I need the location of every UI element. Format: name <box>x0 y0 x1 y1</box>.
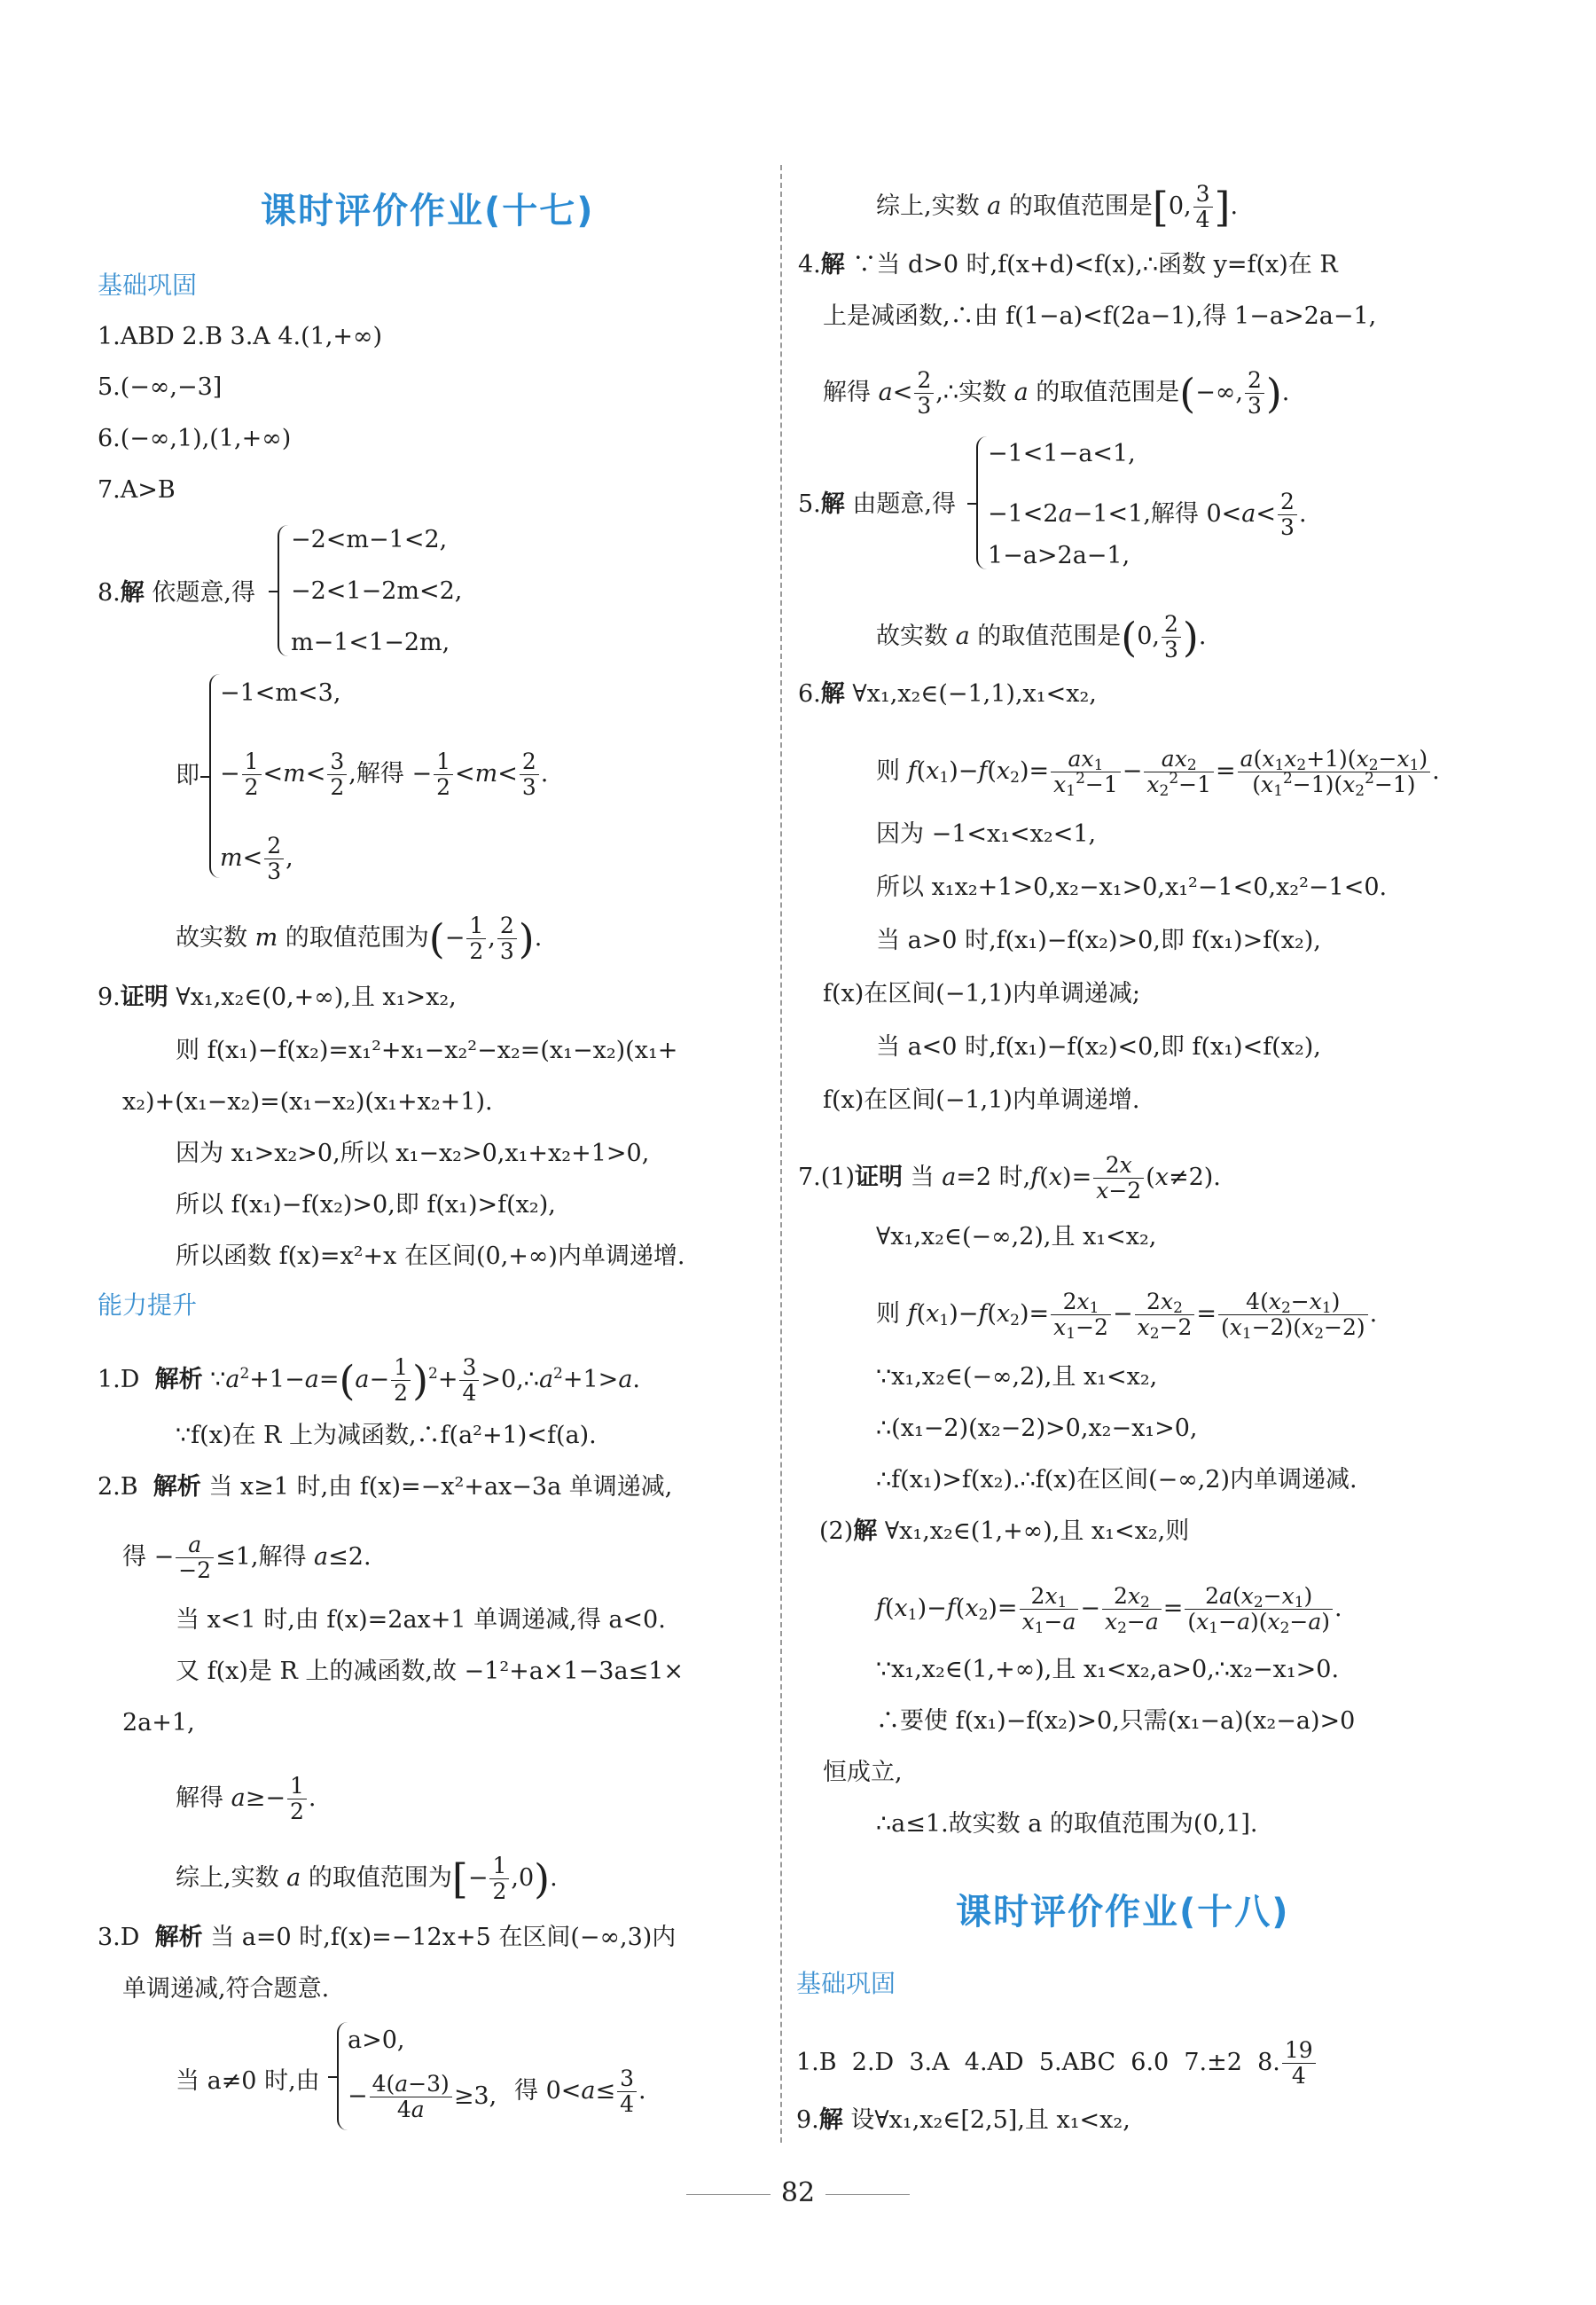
p3-line-1: 3.D 解析 当 a=0 时,f(x)=−12x+5 在区间(−∞,3)内 <box>98 1924 677 1951</box>
p3-system-brace <box>337 2022 348 2130</box>
p2-line-1: 2.B 解析 当 x≥1 时,由 f(x)=−x²+ax−3a 单调递减, <box>98 1473 673 1501</box>
q9-line-3: x₂)+(x₁−x₂)=(x₁−x₂)(x₁+x₂+1). <box>122 1088 493 1116</box>
p2-line-4: 又 f(x)是 R 上的减函数,故 −1²+a×1−3a≤1× <box>176 1658 684 1685</box>
q8-cond-2: −2<1−2m<2, <box>291 577 463 605</box>
subsection-basic: 基础巩固 <box>98 270 198 300</box>
q4-line-1: 4.解 ∵当 d>0 时,f(x+d)<f(x),∴函数 y=f(x)在 R <box>798 251 1338 278</box>
answers-18-line: 1.B 2.D 3.A 4.AD 5.ABC 6.0 7.±2 8. $\frac{19}{4}$ <box>796 2038 1318 2089</box>
p3-result: 得 0<a≤ $\frac{3}{4}$ . <box>514 2066 646 2117</box>
q7b-line-6: ∴a≤1.故实数 a 的取值范围为(0,1]. <box>876 1810 1258 1838</box>
q9-head: 9.证明 ∀x₁,x₂∈(0,+∞),且 x₁>x₂, <box>98 984 457 1011</box>
answer-line-6: 6.(−∞,1),(1,+∞) <box>98 425 292 452</box>
q8-label: 8. <box>98 579 121 607</box>
answer-line-7: 7.A>B <box>98 476 176 504</box>
p1-line-2: ∵f(x)在 R 上为减函数,∴f(a²+1)<f(a). <box>176 1422 597 1449</box>
q9-18-line-1: 9.解 设∀x₁,x₂∈[2,5],且 x₁<x₂, <box>796 2106 1130 2134</box>
q4-line-2: 上是减函数,∴由 f(1−a)<f(2a−1),得 1−a>2a−1, <box>823 302 1377 330</box>
footer-dash-right <box>825 2194 910 2195</box>
q7b-line-3: ∵x₁,x₂∈(1,+∞),且 x₁<x₂,a>0,∴x₂−x₁>0. <box>876 1656 1340 1683</box>
q5-system-brace <box>976 436 987 569</box>
p3-line-3: 当 a≠0 时,由 <box>176 2067 320 2095</box>
q8-cond-3: m−1<1−2m, <box>291 629 450 656</box>
q5-conclusion: 故实数 a 的取值范围是(0, $\frac{2}{3}$ ). <box>876 611 1207 662</box>
p2-line-5: 2a+1, <box>122 1709 195 1737</box>
page-number-footer <box>0 2178 1596 2208</box>
p2-line-6: 解得 a≥− $\frac{1}{2}$ . <box>176 1773 317 1824</box>
page-number: 82 <box>780 2177 816 2208</box>
q6-line-8: f(x)在区间(−1,1)内单调递增. <box>823 1086 1140 1114</box>
q7b-line-4: ∴要使 f(x₁)−f(x₂)>0,只需(x₁−a)(x₂−a)>0 <box>876 1707 1356 1735</box>
q9-keyword: 证明 <box>120 984 168 1011</box>
q6-line-5: 当 a>0 时,f(x₁)−f(x₂)>0,即 f(x₁)>f(x₂), <box>876 927 1321 954</box>
q8-sys2-2: − $\frac{1}{2}$ <m< $\frac{3}{2}$ ,解得 − $\frac{1}{2}$ <m< $\frac{2}{3}$ . <box>220 749 549 800</box>
q7b-line-5: 恒成立, <box>823 1759 903 1786</box>
q8-system-brace <box>278 525 288 656</box>
q8-cond-1: −2<m−1<2, <box>291 526 448 553</box>
p2-line-7: 综上,实数 a 的取值范围为[− $\frac{1}{2}$ ,0). <box>176 1853 558 1904</box>
q8-keyword: 解 <box>120 579 145 607</box>
p3-cond-1: a>0, <box>348 2027 405 2054</box>
q8-ji: 即 <box>176 762 200 789</box>
q6-line-6: f(x)在区间(−1,1)内单调递减; <box>823 980 1141 1007</box>
q7-line-3: 则 $f(x_1)-f(x_2)=$ $\frac{2x_1}{x_1-2}$ − $\frac{2x_2}{x_2-2}$ = $\frac{4(x_2-x_1)}{(x_1-2)(x_2-2)}$ . <box>876 1289 1378 1343</box>
q8-sys2-3: m< $\frac{2}{3}$ , <box>220 833 293 884</box>
q8-conclusion: 故实数 m 的取值范围为(− $\frac{1}{2}$ , $\frac{2}{3}$ ). <box>176 913 543 964</box>
p1-line-1: 1.D 解析 $\because a^2+1-a=(a-$ $\frac{1}{2}$ )$^2$+ $\frac{3}{4}$ $>0,\therefore a^2+1>a$. <box>98 1354 641 1406</box>
subsection-basic-2: 基础巩固 <box>796 1969 896 1998</box>
q9-line-2: 则 f(x₁)−f(x₂)=x₁²+x₁−x₂²−x₂=(x₁−x₂)(x₁+ <box>176 1037 678 1064</box>
q9-line-6: 所以函数 f(x)=x²+x 在区间(0,+∞)内单调递增. <box>176 1243 685 1270</box>
q8-system2-brace <box>209 674 220 878</box>
q4-line-3: 解得 a< $\frac{2}{3}$ ,∴实数 a 的取值范围是(−∞, $\frac{2}{3}$ ). <box>823 367 1290 419</box>
q8-intro: 依题意,得 <box>152 579 255 607</box>
p3-line-2: 单调递减,符合题意. <box>122 1975 330 2003</box>
q9-line-5: 所以 f(x₁)−f(x₂)>0,即 f(x₁)>f(x₂), <box>176 1191 556 1219</box>
q6-line-3: 因为 −1<x₁<x₂<1, <box>876 820 1097 848</box>
p2-line-3: 当 x<1 时,由 f(x)=2ax+1 单调递减,得 a<0. <box>176 1606 666 1634</box>
q5-head: 5.解 由题意,得 <box>798 490 956 518</box>
q6-line-1: 6.解 ∀x₁,x₂∈(−1,1),x₁<x₂, <box>798 680 1097 708</box>
q5-cond-2: −1<2a−1<1,解得 0<a< $\frac{2}{3}$ . <box>988 489 1307 540</box>
p3-summary: 综上,实数 a 的取值范围是[0, $\frac{3}{4}$ ]. <box>876 181 1239 232</box>
p2-line-2: 得 − $\frac{a}{-2}$ ≤1,解得 a≤2. <box>122 1532 372 1583</box>
section-title-17: 课时评价作业(十七) <box>261 191 595 231</box>
q7-line-6: ∴f(x₁)>f(x₂).∴f(x)在区间(−∞,2)内单调递减. <box>876 1466 1357 1494</box>
q8-sys2-1: −1<m<3, <box>220 679 341 707</box>
column-divider <box>780 165 782 2143</box>
answer-line-5: 5.(−∞,−3] <box>98 373 223 401</box>
q7b-line-1: (2)解 ∀x₁,x₂∈(1,+∞),且 x₁<x₂,则 <box>819 1517 1190 1545</box>
q7-line-5: ∴(x₁−2)(x₂−2)>0,x₂−x₁>0, <box>876 1415 1198 1442</box>
section-title-18: 课时评价作业(十八) <box>956 1892 1290 1933</box>
q6-line-2: 则 $f(x_1)-f(x_2)=$ $\frac{ax_1}{x_1^2-1}$ − $\frac{ax_2}{x_2^2-1}$ = $\frac{a(x_1x_2+1)(x_2-x_1)}{(x_1^2-1)(x_2^2-1)}$ . <box>876 746 1440 800</box>
q6-line-4: 所以 x₁x₂+1>0,x₂−x₁>0,x₁²−1<0,x₂²−1<0. <box>876 874 1388 901</box>
p3-cond-2: − $\frac{4(a-3)}{4a}$ ≥3, <box>348 2071 497 2122</box>
q7b-line-2: $f(x_1)-f(x_2)=$ $\frac{2x_1}{x_1-a}$ − $\frac{2x_2}{x_2-a}$ = $\frac{2a(x_2-x_1)}{(x_1-a)(x_2-a)}$ . <box>876 1583 1342 1637</box>
q5-cond-3: 1−a>2a−1, <box>988 542 1130 569</box>
q8-head <box>98 578 255 608</box>
q7-line-1: 7.(1)证明 当 a=2 时,f(x)= $\frac{2x}{x-2}$ (x≠2). <box>798 1152 1221 1203</box>
footer-dash-left <box>686 2194 771 2195</box>
q9-line-1: ∀x₁,x₂∈(0,+∞),且 x₁>x₂, <box>176 984 457 1011</box>
subsection-improve: 能力提升 <box>98 1290 198 1320</box>
q5-cond-1: −1<1−a<1, <box>988 440 1136 467</box>
q9-line-4: 因为 x₁>x₂>0,所以 x₁−x₂>0,x₁+x₂+1>0, <box>176 1140 650 1167</box>
q6-line-7: 当 a<0 时,f(x₁)−f(x₂)<0,即 f(x₁)<f(x₂), <box>876 1033 1321 1061</box>
q7-line-4: ∵x₁,x₂∈(−∞,2),且 x₁<x₂, <box>876 1363 1158 1391</box>
answer-line-1-4: 1.ABD 2.B 3.A 4.(1,+∞) <box>98 323 383 350</box>
q7-line-2: ∀x₁,x₂∈(−∞,2),且 x₁<x₂, <box>876 1223 1157 1251</box>
